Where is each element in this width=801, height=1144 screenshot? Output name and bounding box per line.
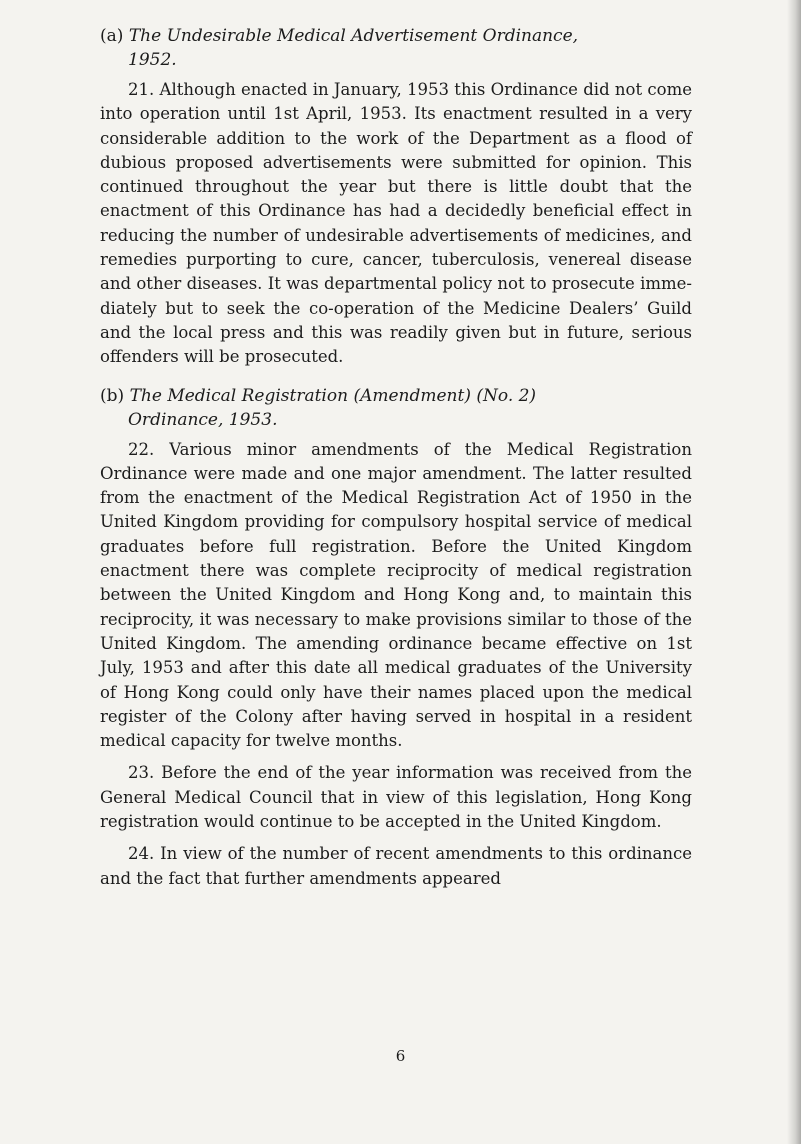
- section-a-label: (a): [100, 26, 124, 46]
- spacer: [100, 370, 692, 384]
- paragraph-22: 22. Various minor amendments of the Medical Registration Ordinance were made and one major amendment. The latter resulted from the enactment of the Medical Registration Act of 1950 in the United Kingdom providing for compulsory hospital service of medical graduates before full registration. Before the United Kingdom enactment there was complete reciprocity of medical registration between the United Kingdom and Hong Kong and, to maintain this reciprocity, it was necessary to make provisions similar to those of the United Kingdom. The amending ordinance became effective on 1st July, 1953 and after this date all medical graduates of the University of Hong Kong could only have their names placed upon the medical register of the Colony after having served in hospital in a resident medical capacity for twelve months.: [100, 439, 692, 751]
- section-b-title-line1: The Medical Registration (Amendment) (No. 2): [129, 385, 537, 406]
- section-a-title-line2: 1952.: [128, 50, 177, 70]
- page-edge-shadow: [787, 0, 801, 1144]
- paragraph-23: 23. Before the end of the year information was received from the General Medical Council that in view of this legislation, Hong Kong registration would continue to be accepted in the United Kingdom.: [100, 763, 692, 832]
- section-a-heading: [100, 24, 692, 72]
- section-b-heading: [100, 384, 692, 432]
- section-b-title-line2: Ordinance, 1953.: [128, 409, 278, 430]
- paragraph-21: 21. Although enacted in January, 1953 this Ordinance did not come into operation until 1st April, 1953. Its enactment resulted in a very considerable addition to the work of the Department as a flood of dubious proposed advertisements were submitted for opinion. This continued throughout the year but there is little doubt that the enactment of this Ordinance has had a decidedly beneficial effect in reducing the number of undesirable advertisements of medicines, and remedies purporting to cure, cancer, tuberculosis, venereal disease and other diseases. It was departmental policy not to prosecute immediately but to seek the co-operation of the Medicine Dealers’ Guild and the local press and this was readily given but in future, serious offenders will be prosecuted.: [100, 80, 692, 367]
- section-a-title-line1: The Undesirable Medical Advertisement Ordinance,: [128, 26, 579, 46]
- page-content: [100, 24, 692, 891]
- paragraph-24: 24. In view of the number of recent amendments to this ordinance and the fact that further amendments appeared: [100, 844, 692, 888]
- page-number: 6: [395, 1047, 406, 1065]
- section-b-label: (b): [100, 385, 125, 406]
